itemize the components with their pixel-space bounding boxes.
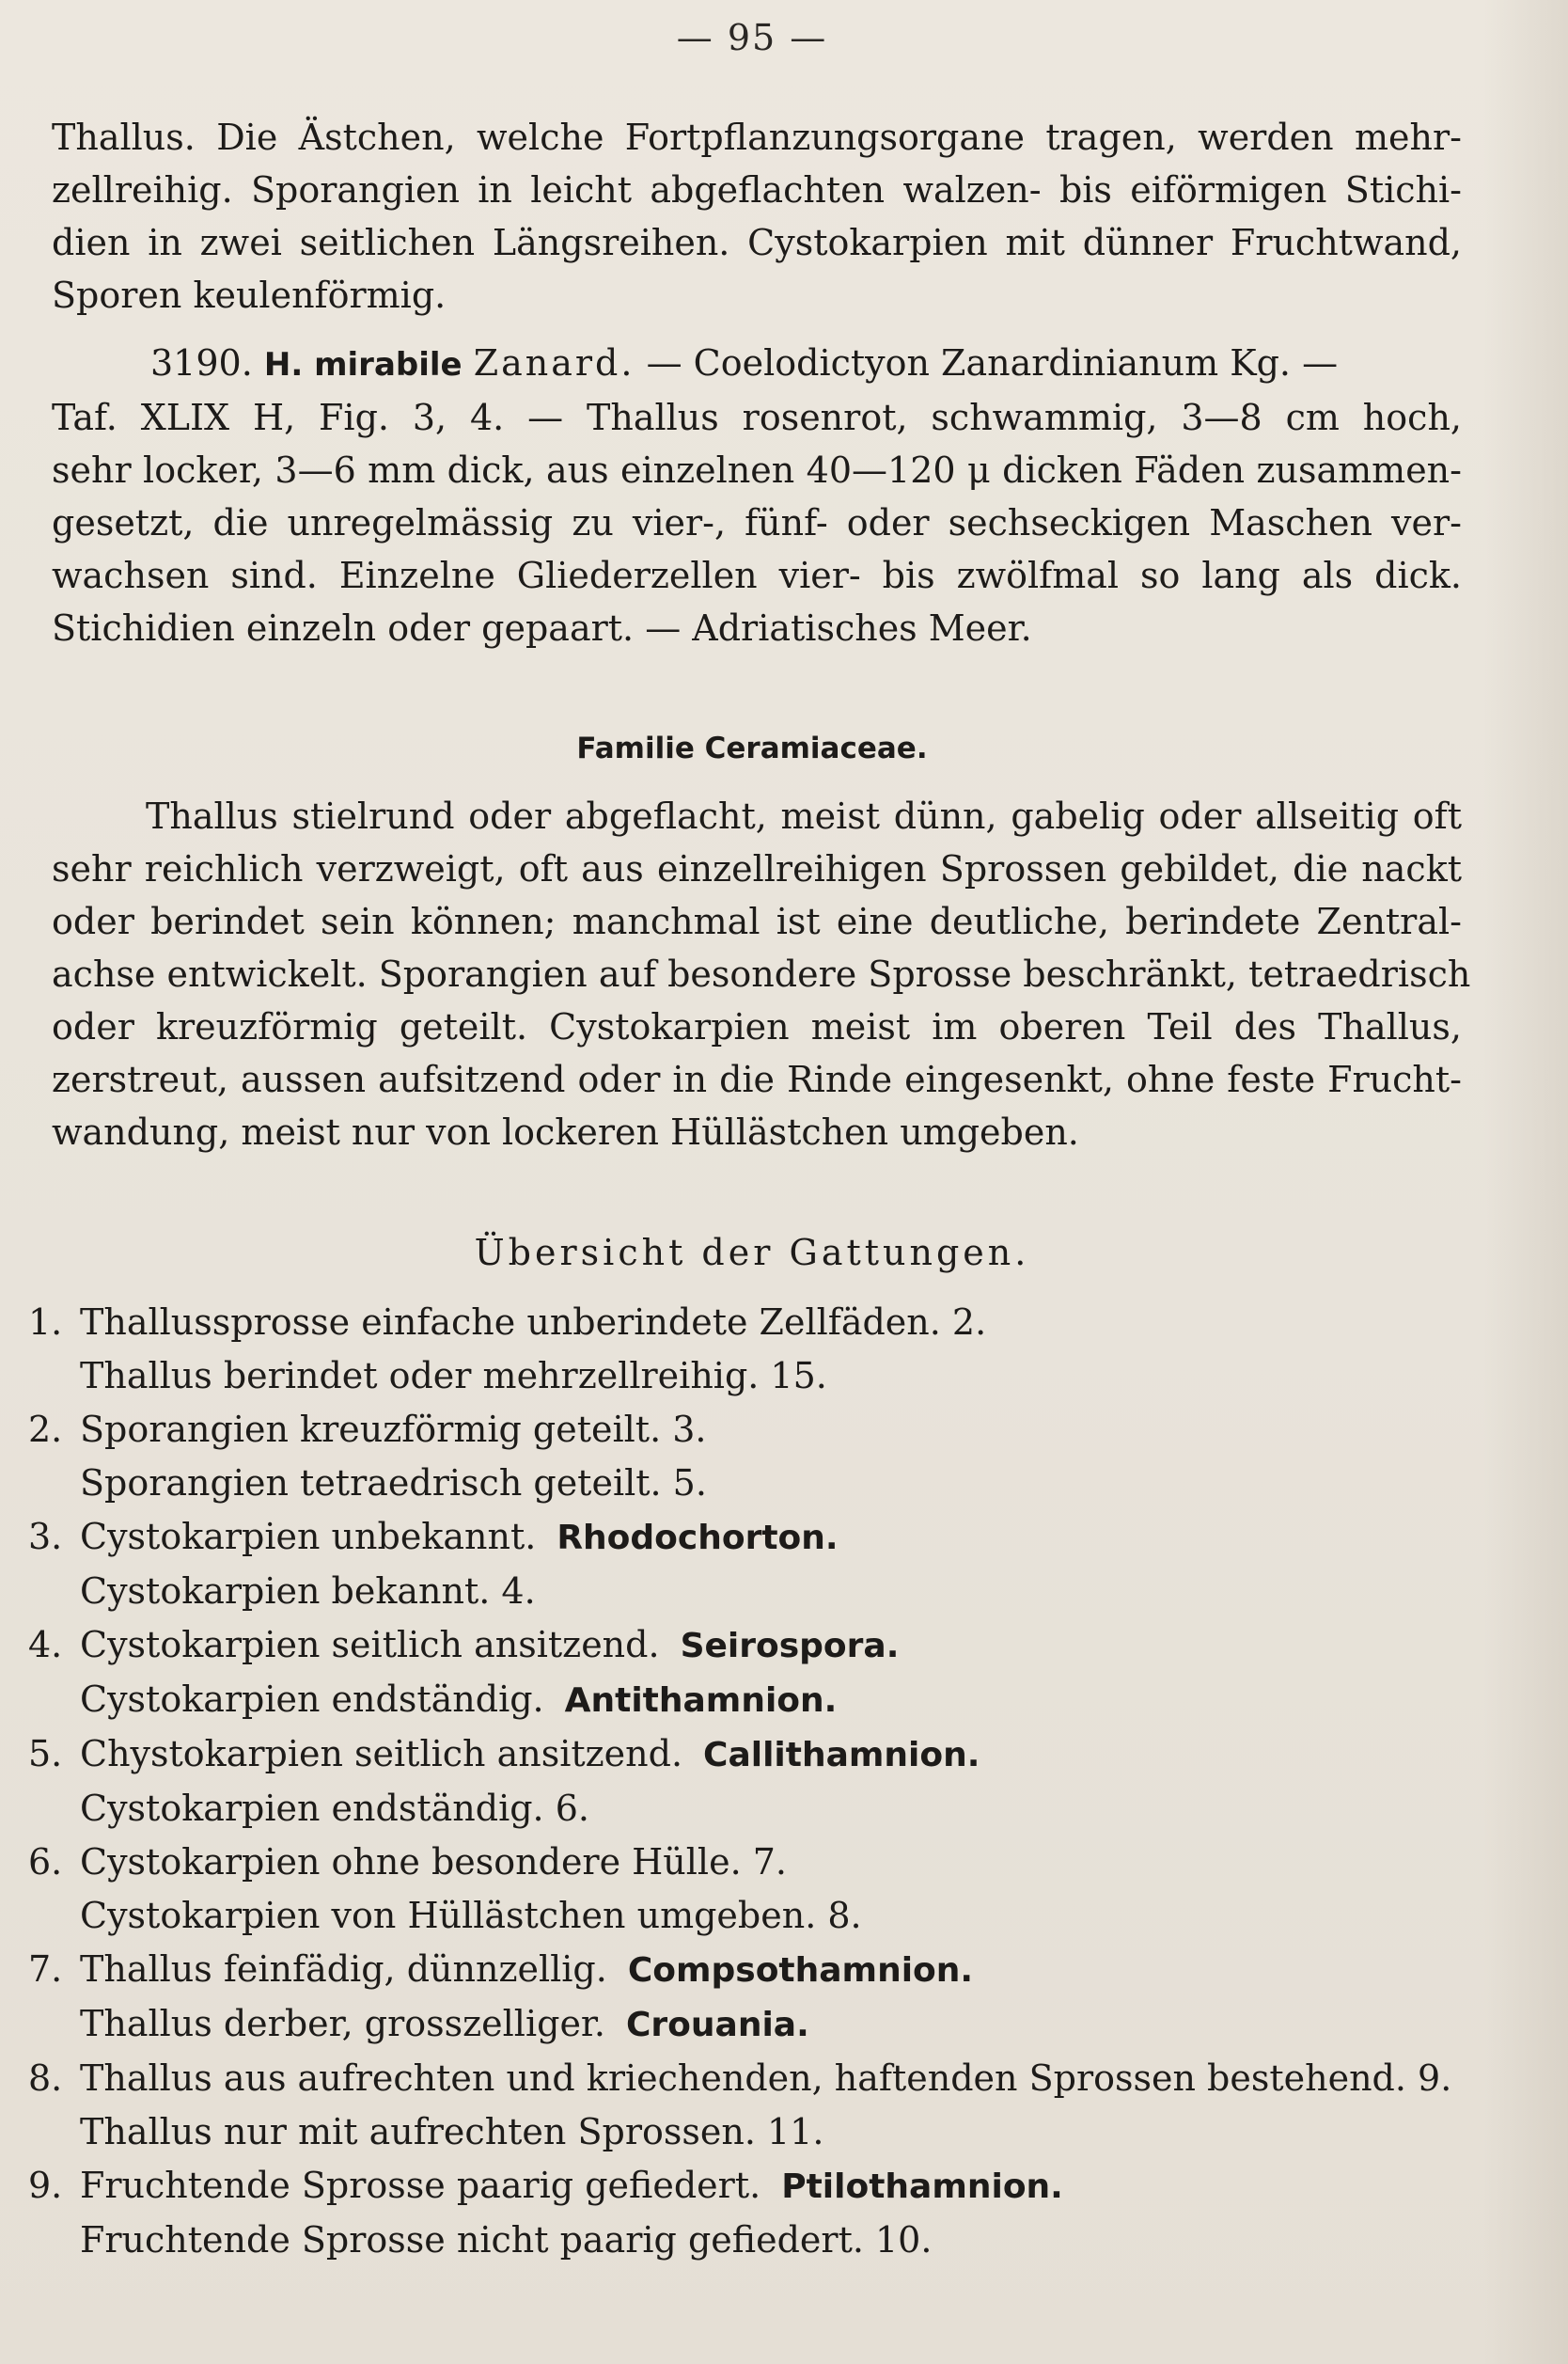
family-line: Thallus stielrund oder abgeflacht, meist dünn, gabelig oder allseitig oft	[146, 796, 1462, 837]
species-line: Stichidien einzeln oder gepaart. — Adriatisches Meer.	[52, 607, 1032, 649]
key-number: 4.	[28, 1624, 63, 1665]
key-text: Cystokarpien von Hüllästchen umgeben. 8.	[80, 1895, 862, 1936]
key-row	[28, 1727, 1457, 1782]
key-text: Thallus nur mit aufrechten Sprossen. 11.	[80, 2111, 824, 2152]
key-row	[28, 1889, 1457, 1943]
family-line: oder kreuzförmig geteilt. Cystokarpien meist im oberen Teil des Thallus,	[52, 1006, 1462, 1048]
key-text: Thallus feinfädig, dünnzellig.	[80, 1948, 607, 1990]
species-entry	[52, 337, 1462, 654]
key-text: Thallus berindet oder mehrzellreihig. 15.	[80, 1355, 827, 1396]
family-description	[52, 790, 1471, 1158]
species-author: Zanard.	[473, 342, 635, 384]
key-number: 8.	[28, 2057, 63, 2099]
species-description	[52, 391, 1462, 654]
key-genus: Seirospora.	[680, 1627, 900, 1665]
intro-line: Thallus. Die Ästchen, welche Fortpflanzungsorgane tragen, werden mehr-	[52, 117, 1462, 158]
key-row	[28, 1673, 1457, 1727]
key-number: 6.	[28, 1841, 63, 1883]
key-text: Fruchtende Sprosse paarig gefiedert.	[80, 2165, 761, 2206]
key-number: 7.	[28, 1948, 63, 1990]
key-text: Cystokarpien endständig.	[80, 1678, 544, 1720]
key-text: Cystokarpien ohne besondere Hülle. 7.	[80, 1841, 787, 1883]
intro-line: Sporen keulenförmig.	[52, 275, 447, 316]
key-text: Cystokarpien endständig. 6.	[80, 1788, 589, 1829]
key-text: Sporangien kreuzförmig geteilt. 3.	[80, 1409, 707, 1450]
key-heading: Übersicht der Gattungen.	[474, 1232, 1030, 1273]
page-number: — 95 —	[676, 17, 828, 58]
key-genus: Antithamnion.	[564, 1681, 838, 1720]
species-line: wachsen sind. Einzelne Gliederzellen vier- bis zwölfmal so lang als dick.	[52, 555, 1462, 596]
key-row	[28, 1296, 1457, 1349]
species-line: Taf. XLIX H, Fig. 3, 4. — Thallus rosenrot, schwammig, 3—8 cm hoch,	[52, 397, 1462, 438]
key-text: Fruchtende Sprosse nicht paarig gefiedert. 10.	[80, 2219, 933, 2261]
family-line: zerstreut, aussen aufsitzend oder in die Rinde eingesenkt, ohne feste Frucht-	[52, 1059, 1462, 1100]
key-genus: Rhodochorton.	[557, 1519, 839, 1557]
intro-line: zellreihig. Sporangien in leicht abgeflachten walzen- bis eiförmigen Stichi-	[52, 169, 1462, 211]
genus-key-list	[28, 1296, 1457, 2267]
key-genus: Crouania.	[626, 2006, 809, 2044]
key-row	[28, 2052, 1457, 2105]
species-name: H. mirabile	[263, 346, 463, 384]
family-line: oder berindet sein können; manchmal ist eine deutliche, berindete Zentral-	[52, 901, 1462, 942]
key-row	[28, 1565, 1457, 1618]
key-text: Thallus aus aufrechten und kriechenden, haftenden Sprossen bestehend. 9.	[80, 2057, 1452, 2099]
key-genus: Callithamnion.	[703, 1736, 980, 1774]
key-row	[28, 2214, 1457, 2267]
species-line: sehr locker, 3—6 mm dick, aus einzelnen 40—120 μ dicken Fäden zusammen-	[52, 449, 1462, 491]
family-line: sehr reichlich verzweigt, oft aus einzellreihigen Sprossen gebildet, die nackt	[52, 848, 1462, 890]
key-text: Thallus derber, grosszelliger.	[80, 2003, 605, 2044]
key-row	[28, 2159, 1457, 2214]
key-row	[28, 1782, 1457, 1836]
species-entry-first-line	[52, 337, 1462, 391]
key-row	[28, 1349, 1457, 1403]
key-row	[28, 1403, 1457, 1457]
family-line: achse entwickelt. Sporangien auf besondere Sprosse beschränkt, tetraedrisch	[52, 953, 1471, 995]
intro-paragraph	[52, 111, 1462, 322]
species-synonym: — Coelodictyon Zanardinianum Kg. —	[646, 342, 1339, 384]
key-row	[28, 2105, 1457, 2159]
key-row	[28, 1510, 1457, 1565]
key-text: Cystokarpien bekannt. 4.	[80, 1570, 536, 1612]
key-text: Chystokarpien seitlich ansitzend.	[80, 1733, 683, 1774]
species-number: 3190.	[150, 342, 253, 384]
key-row	[28, 1997, 1457, 2052]
intro-line: dien in zwei seitlichen Längsreihen. Cystokarpien mit dünner Fruchtwand,	[52, 222, 1462, 263]
family-line: wandung, meist nur von lockeren Hüllästchen umgeben.	[52, 1111, 1079, 1153]
key-text: Cystokarpien seitlich ansitzend.	[80, 1624, 660, 1665]
family-heading: Familie Ceramiaceae.	[576, 732, 928, 765]
family-paragraph	[52, 790, 1471, 1158]
key-number: 5.	[28, 1733, 63, 1774]
key-genus: Ptilothamnion.	[781, 2167, 1063, 2206]
key-row	[28, 1618, 1457, 1673]
key-text: Sporangien tetraedrisch geteilt. 5.	[80, 1462, 707, 1504]
key-text: Thallussprosse einfache unberindete Zellfäden. 2.	[80, 1301, 987, 1343]
key-number: 1.	[28, 1301, 63, 1343]
key-row	[28, 1836, 1457, 1889]
key-genus: Compsothamnion.	[627, 1951, 974, 1990]
key-row	[28, 1457, 1457, 1510]
key-number: 3.	[28, 1516, 63, 1557]
key-text: Cystokarpien unbekannt.	[80, 1516, 537, 1557]
key-row	[28, 1943, 1457, 1997]
species-line: gesetzt, die unregelmässig zu vier-, fünf- oder sechseckigen Maschen ver-	[52, 502, 1462, 544]
key-number: 9.	[28, 2165, 63, 2206]
key-number: 2.	[28, 1409, 63, 1450]
